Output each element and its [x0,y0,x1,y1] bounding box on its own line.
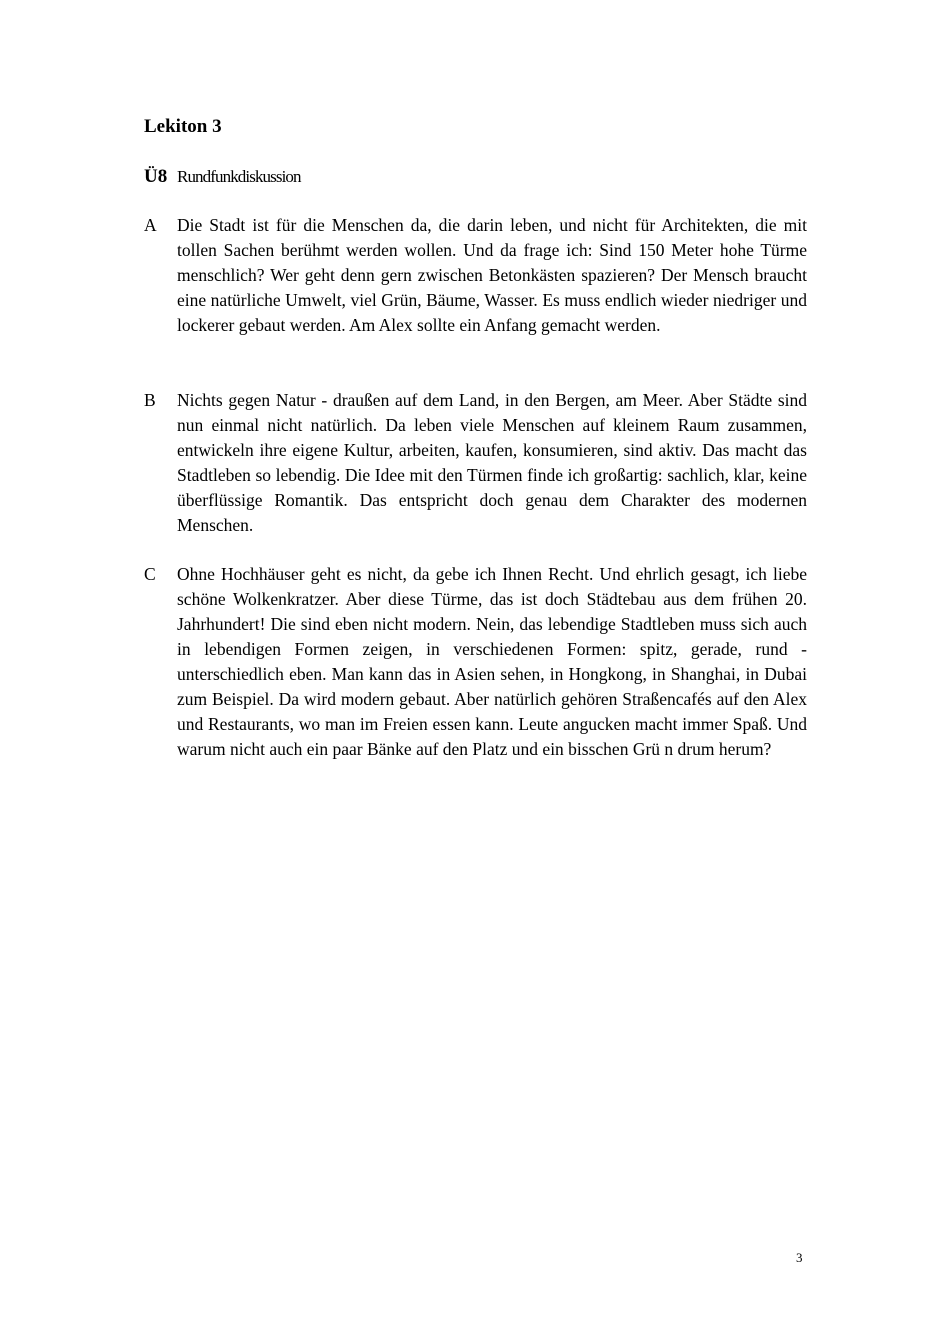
exercise-title: Rundfunkdiskussion [177,167,301,186]
section-text: Nichts gegen Natur - draußen auf dem Land, in den Bergen, am Meer. Aber Städte sind nun einmal nicht natürlich. Da leben viele Menschen auf kleinem Raum zusammen, entwickeln ihre eigene Kultur, arbeiten, kaufen, konsumieren, sind aktiv. Das macht das Stadtleben so lebendig. Die Idee mit den Türmen finde ich großartig: sachlich, klar, keine überflüssige Romantik. Das entspricht doch genau dem Charakter des modernen Menschen. [177,390,807,535]
section-letter: C [144,564,156,584]
exercise-heading [144,165,301,190]
section-letter: B [144,390,156,410]
section-letter: A [144,215,157,235]
exercise-number: Ü8 [144,166,168,187]
section-text: Ohne Hochhäuser geht es nicht, da gebe ich Ihnen Recht. Und ehrlich gesagt, ich liebe schöne Wolkenkratzer. Aber diese Türme, das ist doch Städtebau aus dem frühen 20. Jahrhundert! Die sind eben nicht modern. Nein, das lebendige Stadtleben muss sich auch in lebendigen Formen zeigen, in verschiedenen Formen: spitz, gerade, rund - unterschiedlich eben. Man kann das in Asien sehen, in Hongkong, in Shanghai, in Dubai zum Beispiel. Da wird modern gebaut. Aber natürlich gehören Straßencafés auf den Alex und Restaurants, wo man im Freien essen kann. Leute angucken macht immer Spaß. Und warum nicht auch ein paar Bänke auf den Platz und ein bisschen Grü n drum herum? [177,564,807,759]
lesson-title: Lekiton 3 [144,116,222,137]
section-text: Die Stadt ist für die Menschen da, die darin leben, und nicht für Architekten, die mit tollen Sachen berühmt werden wollen. Und da frage ich: Sind 150 Meter hohe Türme menschlich? Wer geht denn gern zwischen Betonkästen spazieren? Der Mensch braucht eine natürliche Umwelt, viel Grün, Bäume, Wasser. Es muss endlich wieder niedriger und lockerer gebaut werden. Am Alex sollte ein Anfang gemacht werden. [177,215,807,335]
page-number: 3 [796,1250,803,1265]
